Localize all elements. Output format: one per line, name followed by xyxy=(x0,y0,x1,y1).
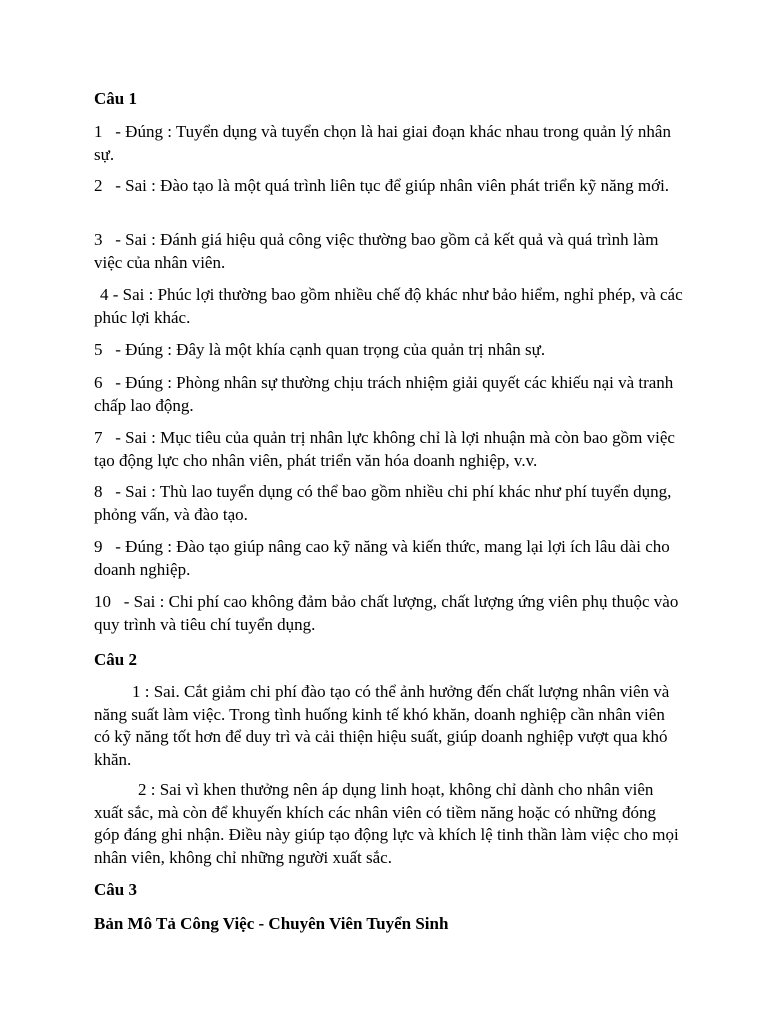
item-text: - Đúng : Đây là một khía cạnh quan trọng của quản trị nhân sự. xyxy=(115,340,546,359)
section-1-heading: Câu 1 xyxy=(94,89,137,108)
section-3-heading: Câu 3 xyxy=(94,880,137,899)
item-text: - Sai : Thù lao tuyển dụng có thể bao gồm nhiều chi phí khác như phí tuyển dụng, phỏng vấn, và đào tạo. xyxy=(94,482,672,524)
answer-item-6 xyxy=(94,372,684,417)
section-2-heading: Câu 2 xyxy=(94,650,137,669)
item-number: 9 xyxy=(94,537,116,556)
item-text: - Sai : Chi phí cao không đảm bảo chất lượng, chất lượng ứng viên phụ thuộc vào quy trình và tiêu chí tuyển dụng. xyxy=(94,592,679,634)
item-text: - Sai : Đánh giá hiệu quả công việc thường bao gồm cả kết quả và quá trình làm việc của nhân viên. xyxy=(94,230,659,272)
item-text: - Sai : Mục tiêu của quản trị nhân lực không chỉ là lợi nhuận mà còn bao gồm việc tạo động lực cho nhân viên, phát triển văn hóa doanh nghiệp, v.v. xyxy=(94,428,675,470)
answer-item-3 xyxy=(94,229,684,274)
item-number: 3 xyxy=(94,230,116,249)
item-text: - Đúng : Phòng nhân sự thường chịu trách nhiệm giải quyết các khiếu nại và tranh chấp lao động. xyxy=(94,373,674,415)
item-number: 4 xyxy=(100,285,113,304)
section-2-paragraph-1: 1 : Sai. Cắt giảm chi phí đào tạo có thể ảnh hưởng đến chất lượng nhân viên và năng suất làm việc. Trong tình huống kinh tế khó khăn, doanh nghiệp cần nhân viên có kỹ năng tốt hơn để duy trì và cải thiện hiệu suất, giúp doanh nghiệp vượt qua khó khăn. xyxy=(94,682,670,769)
item-number: 1 xyxy=(94,122,116,141)
answer-item-8 xyxy=(94,481,684,526)
item-text: - Sai : Phúc lợi thường bao gồm nhiều chế độ khác như bảo hiểm, nghỉ phép, và các phúc lợi khác. xyxy=(94,285,683,327)
answer-item-9 xyxy=(94,536,684,581)
section-2-paragraph-2: 2 : Sai vì khen thưởng nên áp dụng linh hoạt, không chỉ dành cho nhân viên xuất sắc, mà còn để khuyến khích các nhân viên có tiềm năng hoặc có những đóng góp đáng ghi nhận. Điều này giúp tạo động lực và khích lệ tinh thần làm việc cho mọi nhân viên, không chỉ những người xuất sắc. xyxy=(94,780,679,867)
item-number: 7 xyxy=(94,428,116,447)
item-number: 10 xyxy=(94,592,124,611)
answer-item-7 xyxy=(94,427,684,472)
item-number: 5 xyxy=(94,340,116,359)
item-number: 8 xyxy=(94,482,116,501)
item-text: - Sai : Đào tạo là một quá trình liên tục để giúp nhân viên phát triển kỹ năng mới. xyxy=(115,176,670,195)
answer-item-2 xyxy=(94,175,684,198)
item-text: - Đúng : Đào tạo giúp nâng cao kỹ năng và kiến thức, mang lại lợi ích lâu dài cho doanh nghiệp. xyxy=(94,537,670,579)
item-number: 2 xyxy=(94,176,116,195)
answer-item-5 xyxy=(94,339,684,362)
answer-item-4 xyxy=(94,284,684,329)
item-text: - Đúng : Tuyển dụng và tuyển chọn là hai giai đoạn khác nhau trong quản lý nhân sự. xyxy=(94,122,671,164)
answer-item-1 xyxy=(94,121,684,166)
item-number: 6 xyxy=(94,373,116,392)
job-description-title: Bản Mô Tả Công Việc - Chuyên Viên Tuyển Sinh xyxy=(94,914,449,933)
answer-item-10 xyxy=(94,591,684,636)
